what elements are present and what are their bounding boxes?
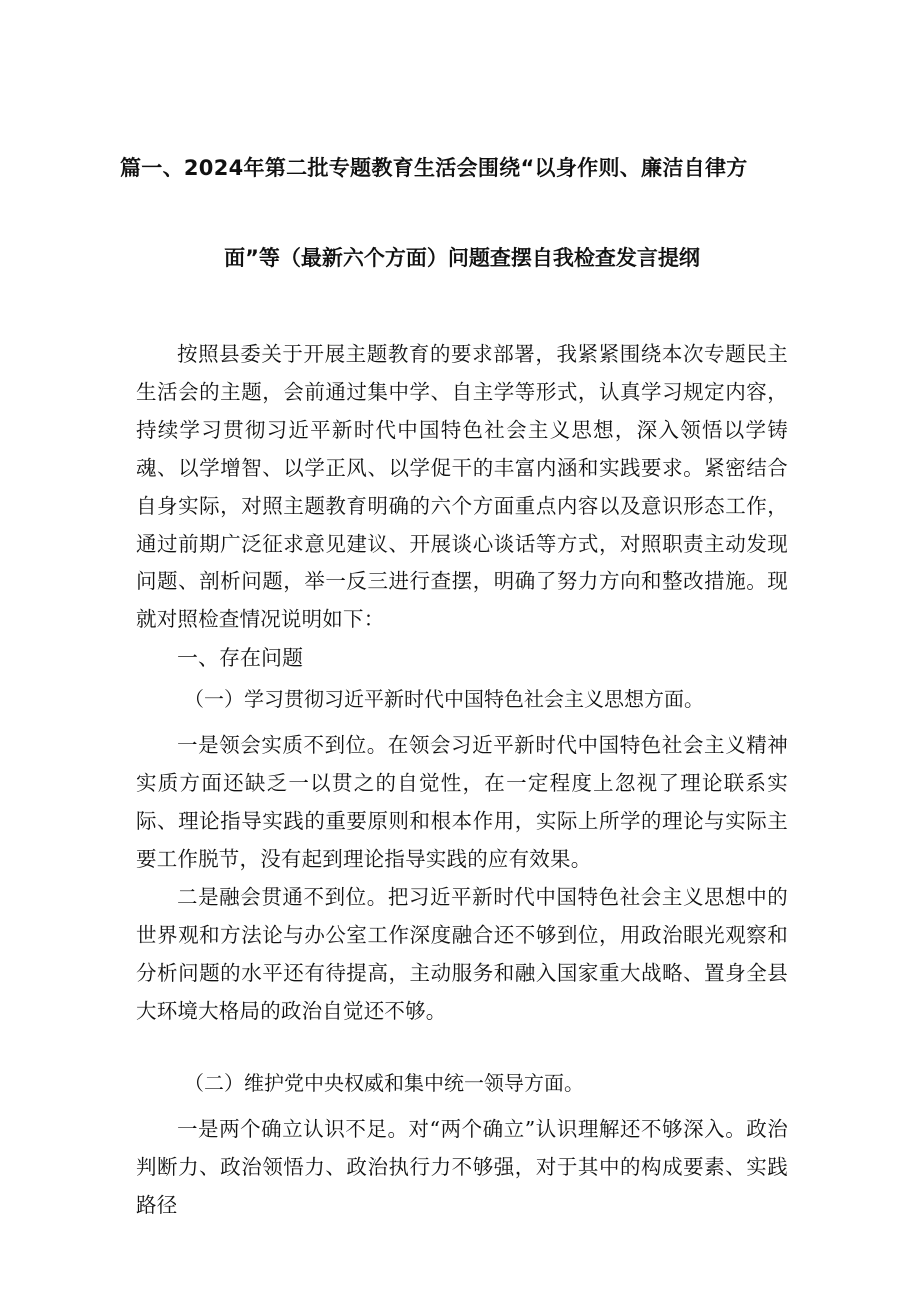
intro-block (136, 336, 788, 639)
section-heading-problems: 一、存在问题 (177, 646, 303, 670)
subsection-2-block-a (136, 1111, 788, 1225)
subsection-heading-2: （二）维护党中央权威和集中统一领导方面。 (184, 1071, 584, 1095)
intro-paragraph: 按照县委关于开展主题教育的要求部署，我紧紧围绕本次专题民主生活会的主题，会前通过集中学、自主学等形式，认真学习规定内容，持续学习贯彻习近平新时代中国特色社会主义思想，深入领悟以学铸魂、以学增智、以学正风、以学促干的丰富内涵和实践要求。紧密结合自身实际，对照主题教育明确的六个方面重点内容以及意识形态工作，通过前期广泛征求意见建议、开展谈心谈话等方式，对照职责主动发现问题、剖析问题，举一反三进行查摆，明确了努力方向和整改措施。现就对照检查情况说明如下： (136, 342, 788, 632)
paragraph-sub1-p1: 一是领会实质不到位。在领会习近平新时代中国特色社会主义精神实质方面还缺乏一以贯之的自觉性，在一定程度上忽视了理论联系实际、理论指导实践的重要原则和根本作用，实际上所学的理论与实际主要工作脱节，没有起到理论指导实践的应有效果。 (136, 733, 788, 871)
document-title-line-2: 面”等（最新六个方面）问题查摆自我检查发言提纲 (224, 246, 700, 270)
paragraph-sub1-p2: 二是融会贯通不到位。把习近平新时代中国特色社会主义思想中的世界观和方法论与办公室工作深度融合还不够到位，用政治眼光观察和分析问题的水平还有待提高，主动服务和融入国家重大战略、置身全县大环境大格局的政治自觉还不够。 (136, 885, 788, 1023)
document-title-line-1: 篇一、2024年第二批专题教育生活会围绕“以身作则、廉洁自律方 (120, 156, 748, 180)
subsection-1-block-b (136, 879, 788, 1031)
subsection-heading-1: （一）学习贯彻习近平新时代中国特色社会主义思想方面。 (184, 687, 704, 711)
subsection-1-block-a (136, 727, 788, 879)
paragraph-sub2-p1: 一是两个确立认识不足。对“两个确立”认识理解还不够深入。政治判断力、政治领悟力、政治执行力不够强，对于其中的构成要素、实践路径 (136, 1117, 788, 1217)
